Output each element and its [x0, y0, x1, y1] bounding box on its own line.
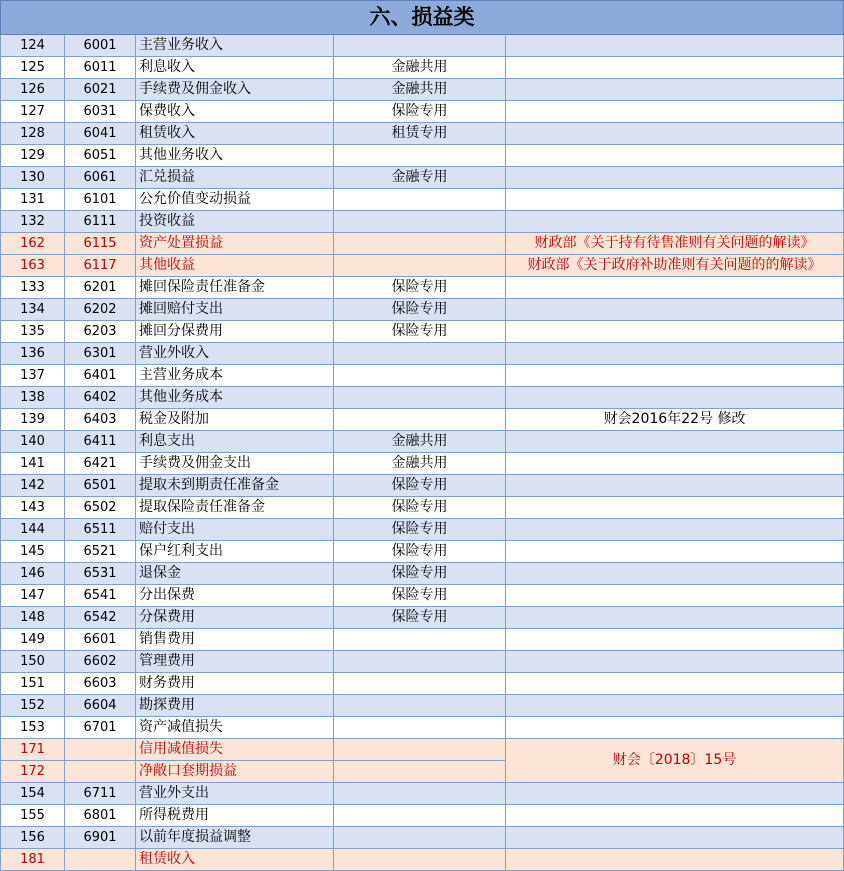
account-code-cell[interactable]: 6541: [65, 585, 136, 607]
table-row: [1, 35, 844, 57]
table-row: [1, 629, 844, 651]
note-cell[interactable]: [506, 827, 844, 849]
account-code-cell[interactable]: 6421: [65, 453, 136, 475]
row-number-cell[interactable]: 138: [1, 387, 65, 409]
note-cell[interactable]: [506, 167, 844, 189]
account-name-cell[interactable]: 其他收益: [136, 255, 334, 277]
note-cell[interactable]: [506, 365, 844, 387]
account-name-cell[interactable]: 所得税费用: [136, 805, 334, 827]
account-code-cell[interactable]: 6511: [65, 519, 136, 541]
scope-cell[interactable]: [334, 673, 506, 695]
account-name-cell[interactable]: 勘探费用: [136, 695, 334, 717]
table-row: [1, 211, 844, 233]
note-cell[interactable]: [506, 475, 844, 497]
table-row: [1, 343, 844, 365]
account-code-cell[interactable]: 6531: [65, 563, 136, 585]
note-cell[interactable]: [506, 79, 844, 101]
note-cell[interactable]: [506, 497, 844, 519]
scope-cell[interactable]: [334, 629, 506, 651]
account-name-cell[interactable]: 提取未到期责任准备金: [136, 475, 334, 497]
row-number-cell[interactable]: 128: [1, 123, 65, 145]
account-name-cell[interactable]: 分保费用: [136, 607, 334, 629]
note-cell[interactable]: [506, 35, 844, 57]
account-code-cell[interactable]: 6203: [65, 321, 136, 343]
row-number-cell[interactable]: 151: [1, 673, 65, 695]
table-row: [1, 651, 844, 673]
account-name-cell[interactable]: 主营业务收入: [136, 35, 334, 57]
account-name-cell[interactable]: 投资收益: [136, 211, 334, 233]
scope-cell[interactable]: 保险专用: [334, 519, 506, 541]
table-row: [1, 739, 844, 761]
note-cell[interactable]: [506, 211, 844, 233]
scope-cell[interactable]: 金融共用: [334, 79, 506, 101]
note-cell[interactable]: [506, 123, 844, 145]
scope-cell[interactable]: 保险专用: [334, 299, 506, 321]
row-number-cell[interactable]: 140: [1, 431, 65, 453]
account-name-cell[interactable]: 营业外收入: [136, 343, 334, 365]
account-code-cell[interactable]: 6542: [65, 607, 136, 629]
account-code-cell[interactable]: 6601: [65, 629, 136, 651]
scope-cell[interactable]: 金融专用: [334, 167, 506, 189]
account-name-cell[interactable]: 销售费用: [136, 629, 334, 651]
table-row: [1, 717, 844, 739]
table-row: [1, 607, 844, 629]
row-number-cell[interactable]: 149: [1, 629, 65, 651]
row-number-cell[interactable]: 131: [1, 189, 65, 211]
account-code-cell[interactable]: 6051: [65, 145, 136, 167]
account-name-cell[interactable]: 摊回分保费用: [136, 321, 334, 343]
scope-cell[interactable]: 金融共用: [334, 57, 506, 79]
row-number-cell[interactable]: 134: [1, 299, 65, 321]
note-cell[interactable]: [506, 189, 844, 211]
note-cell[interactable]: 财会2016年22号 修改: [506, 409, 844, 431]
account-name-cell[interactable]: 税金及附加: [136, 409, 334, 431]
scope-cell[interactable]: 保险专用: [334, 563, 506, 585]
account-name-cell[interactable]: 主营业务成本: [136, 365, 334, 387]
note-cell[interactable]: [506, 321, 844, 343]
account-code-cell[interactable]: 6101: [65, 189, 136, 211]
row-number-cell[interactable]: 146: [1, 563, 65, 585]
note-cell[interactable]: [506, 299, 844, 321]
account-name-cell[interactable]: 手续费及佣金收入: [136, 79, 334, 101]
scope-cell[interactable]: [334, 233, 506, 255]
table-row: [1, 431, 844, 453]
account-code-cell[interactable]: [65, 739, 136, 761]
sheet-title: 六、损益类: [1, 1, 844, 35]
scope-cell[interactable]: [334, 805, 506, 827]
note-cell[interactable]: [506, 453, 844, 475]
scope-cell[interactable]: 金融共用: [334, 453, 506, 475]
note-cell[interactable]: 财政部《关于持有待售准则有关问题的解读》: [506, 233, 844, 255]
note-cell[interactable]: [506, 563, 844, 585]
scope-cell[interactable]: [334, 695, 506, 717]
row-number-cell[interactable]: 143: [1, 497, 65, 519]
row-number-cell[interactable]: 124: [1, 35, 65, 57]
scope-cell[interactable]: 保险专用: [334, 277, 506, 299]
table-row: [1, 387, 844, 409]
account-code-cell[interactable]: 6502: [65, 497, 136, 519]
note-cell[interactable]: [506, 651, 844, 673]
account-code-cell[interactable]: 6711: [65, 783, 136, 805]
table-row: [1, 299, 844, 321]
row-number-cell[interactable]: 125: [1, 57, 65, 79]
scope-cell[interactable]: [334, 849, 506, 871]
row-number-cell[interactable]: 129: [1, 145, 65, 167]
table-row: [1, 365, 844, 387]
account-name-cell[interactable]: 公允价值变动损益: [136, 189, 334, 211]
row-number-cell[interactable]: 133: [1, 277, 65, 299]
row-number-cell[interactable]: 127: [1, 101, 65, 123]
scope-cell[interactable]: 保险专用: [334, 585, 506, 607]
account-name-cell[interactable]: 利息支出: [136, 431, 334, 453]
account-code-cell[interactable]: 6021: [65, 79, 136, 101]
scope-cell[interactable]: [334, 35, 506, 57]
account-name-cell[interactable]: 其他业务收入: [136, 145, 334, 167]
table-row: [1, 101, 844, 123]
note-cell[interactable]: 财会〔2018〕15号: [506, 739, 844, 783]
account-name-cell[interactable]: 租赁收入: [136, 849, 334, 871]
note-cell[interactable]: [506, 277, 844, 299]
scope-cell[interactable]: [334, 343, 506, 365]
table-row: [1, 695, 844, 717]
account-name-cell[interactable]: 资产处置损益: [136, 233, 334, 255]
account-code-cell[interactable]: 6201: [65, 277, 136, 299]
table-row: [1, 255, 844, 277]
account-name-cell[interactable]: 管理费用: [136, 651, 334, 673]
account-name-cell[interactable]: 利息收入: [136, 57, 334, 79]
account-name-cell[interactable]: 赔付支出: [136, 519, 334, 541]
note-cell[interactable]: [506, 343, 844, 365]
scope-cell[interactable]: 保险专用: [334, 497, 506, 519]
account-name-cell[interactable]: 保户红利支出: [136, 541, 334, 563]
table-row: [1, 277, 844, 299]
note-cell[interactable]: [506, 145, 844, 167]
note-cell[interactable]: [506, 387, 844, 409]
row-number-cell[interactable]: 162: [1, 233, 65, 255]
scope-cell[interactable]: [334, 783, 506, 805]
table-row: [1, 805, 844, 827]
row-number-cell[interactable]: 137: [1, 365, 65, 387]
table-row: [1, 233, 844, 255]
table-row: [1, 585, 844, 607]
account-code-cell[interactable]: 6901: [65, 827, 136, 849]
scope-cell[interactable]: [334, 211, 506, 233]
scope-cell[interactable]: [334, 365, 506, 387]
account-name-cell[interactable]: 摊回保险责任准备金: [136, 277, 334, 299]
scope-cell[interactable]: 金融共用: [334, 431, 506, 453]
note-cell[interactable]: [506, 629, 844, 651]
account-code-cell[interactable]: [65, 849, 136, 871]
account-code-cell[interactable]: [65, 761, 136, 783]
table-row: [1, 475, 844, 497]
row-number-cell[interactable]: 132: [1, 211, 65, 233]
scope-cell[interactable]: 租赁专用: [334, 123, 506, 145]
note-cell[interactable]: [506, 57, 844, 79]
row-number-cell[interactable]: 172: [1, 761, 65, 783]
table-row: [1, 783, 844, 805]
scope-cell[interactable]: 保险专用: [334, 321, 506, 343]
account-name-cell[interactable]: 摊回赔付支出: [136, 299, 334, 321]
table-row: [1, 849, 844, 871]
table-row: [1, 189, 844, 211]
row-number-cell[interactable]: 181: [1, 849, 65, 871]
row-number-cell[interactable]: 126: [1, 79, 65, 101]
row-number-cell[interactable]: 163: [1, 255, 65, 277]
scope-cell[interactable]: [334, 827, 506, 849]
scope-cell[interactable]: [334, 739, 506, 761]
account-name-cell[interactable]: 其他业务成本: [136, 387, 334, 409]
row-number-cell[interactable]: 171: [1, 739, 65, 761]
row-number-cell[interactable]: 139: [1, 409, 65, 431]
account-name-cell[interactable]: 信用减值损失: [136, 739, 334, 761]
scope-cell[interactable]: [334, 409, 506, 431]
account-name-cell[interactable]: 营业外支出: [136, 783, 334, 805]
account-name-cell[interactable]: 保费收入: [136, 101, 334, 123]
account-name-cell[interactable]: 手续费及佣金支出: [136, 453, 334, 475]
table-row: [1, 453, 844, 475]
scope-cell[interactable]: [334, 145, 506, 167]
scope-cell[interactable]: [334, 761, 506, 783]
table-row: [1, 409, 844, 431]
table-row: [1, 673, 844, 695]
note-cell[interactable]: [506, 849, 844, 871]
row-number-cell[interactable]: 147: [1, 585, 65, 607]
account-code-cell[interactable]: 6115: [65, 233, 136, 255]
note-cell[interactable]: [506, 673, 844, 695]
row-number-cell[interactable]: 145: [1, 541, 65, 563]
account-code-cell[interactable]: 6602: [65, 651, 136, 673]
account-code-cell[interactable]: 6521: [65, 541, 136, 563]
account-name-cell[interactable]: 资产减值损失: [136, 717, 334, 739]
row-number-cell[interactable]: 135: [1, 321, 65, 343]
note-cell[interactable]: [506, 519, 844, 541]
note-cell[interactable]: [506, 607, 844, 629]
scope-cell[interactable]: [334, 189, 506, 211]
account-code-cell[interactable]: 6041: [65, 123, 136, 145]
account-code-cell[interactable]: 6401: [65, 365, 136, 387]
note-cell[interactable]: [506, 101, 844, 123]
row-number-cell[interactable]: 156: [1, 827, 65, 849]
row-number-cell[interactable]: 150: [1, 651, 65, 673]
account-code-cell[interactable]: 6411: [65, 431, 136, 453]
account-code-cell[interactable]: 6001: [65, 35, 136, 57]
account-code-cell[interactable]: 6031: [65, 101, 136, 123]
note-cell[interactable]: [506, 541, 844, 563]
row-number-cell[interactable]: 130: [1, 167, 65, 189]
row-number-cell[interactable]: 148: [1, 607, 65, 629]
row-number-cell[interactable]: 155: [1, 805, 65, 827]
scope-cell[interactable]: [334, 717, 506, 739]
table-row: [1, 123, 844, 145]
scope-cell[interactable]: 保险专用: [334, 475, 506, 497]
table-row: [1, 563, 844, 585]
table-row: [1, 145, 844, 167]
table-row: [1, 827, 844, 849]
table-row: [1, 321, 844, 343]
account-name-cell[interactable]: 租赁收入: [136, 123, 334, 145]
table-row: [1, 541, 844, 563]
account-code-cell[interactable]: 6117: [65, 255, 136, 277]
row-number-cell[interactable]: 141: [1, 453, 65, 475]
row-number-cell[interactable]: 144: [1, 519, 65, 541]
account-name-cell[interactable]: 以前年度损益调整: [136, 827, 334, 849]
account-name-cell[interactable]: 财务费用: [136, 673, 334, 695]
table-row: [1, 57, 844, 79]
scope-cell[interactable]: 保险专用: [334, 607, 506, 629]
row-number-cell[interactable]: 152: [1, 695, 65, 717]
note-cell[interactable]: [506, 717, 844, 739]
account-code-cell[interactable]: 6402: [65, 387, 136, 409]
account-name-cell[interactable]: 提取保险责任准备金: [136, 497, 334, 519]
account-code-cell[interactable]: 6701: [65, 717, 136, 739]
account-code-cell[interactable]: 6801: [65, 805, 136, 827]
scope-cell[interactable]: [334, 255, 506, 277]
account-code-cell[interactable]: 6301: [65, 343, 136, 365]
scope-cell[interactable]: 保险专用: [334, 541, 506, 563]
account-name-cell[interactable]: 汇兑损益: [136, 167, 334, 189]
account-name-cell[interactable]: 净敞口套期损益: [136, 761, 334, 783]
title-row: [1, 1, 844, 35]
account-code-cell[interactable]: 6061: [65, 167, 136, 189]
account-code-cell[interactable]: 6604: [65, 695, 136, 717]
account-name-cell[interactable]: 分出保费: [136, 585, 334, 607]
row-number-cell[interactable]: 136: [1, 343, 65, 365]
table-row: [1, 167, 844, 189]
scope-cell[interactable]: 保险专用: [334, 101, 506, 123]
account-code-cell[interactable]: 6501: [65, 475, 136, 497]
scope-cell[interactable]: [334, 651, 506, 673]
note-cell[interactable]: [506, 783, 844, 805]
table-row: [1, 497, 844, 519]
account-code-cell[interactable]: 6603: [65, 673, 136, 695]
row-number-cell[interactable]: 142: [1, 475, 65, 497]
table-row: [1, 519, 844, 541]
account-code-cell[interactable]: 6011: [65, 57, 136, 79]
note-cell[interactable]: [506, 695, 844, 717]
row-number-cell[interactable]: 153: [1, 717, 65, 739]
note-cell[interactable]: [506, 431, 844, 453]
note-cell[interactable]: [506, 805, 844, 827]
account-code-cell[interactable]: 6111: [65, 211, 136, 233]
scope-cell[interactable]: [334, 387, 506, 409]
note-cell[interactable]: 财政部《关于政府补助准则有关问题的的解读》: [506, 255, 844, 277]
table-row: [1, 79, 844, 101]
account-code-cell[interactable]: 6202: [65, 299, 136, 321]
account-name-cell[interactable]: 退保金: [136, 563, 334, 585]
row-number-cell[interactable]: 154: [1, 783, 65, 805]
note-cell[interactable]: [506, 585, 844, 607]
account-code-cell[interactable]: 6403: [65, 409, 136, 431]
